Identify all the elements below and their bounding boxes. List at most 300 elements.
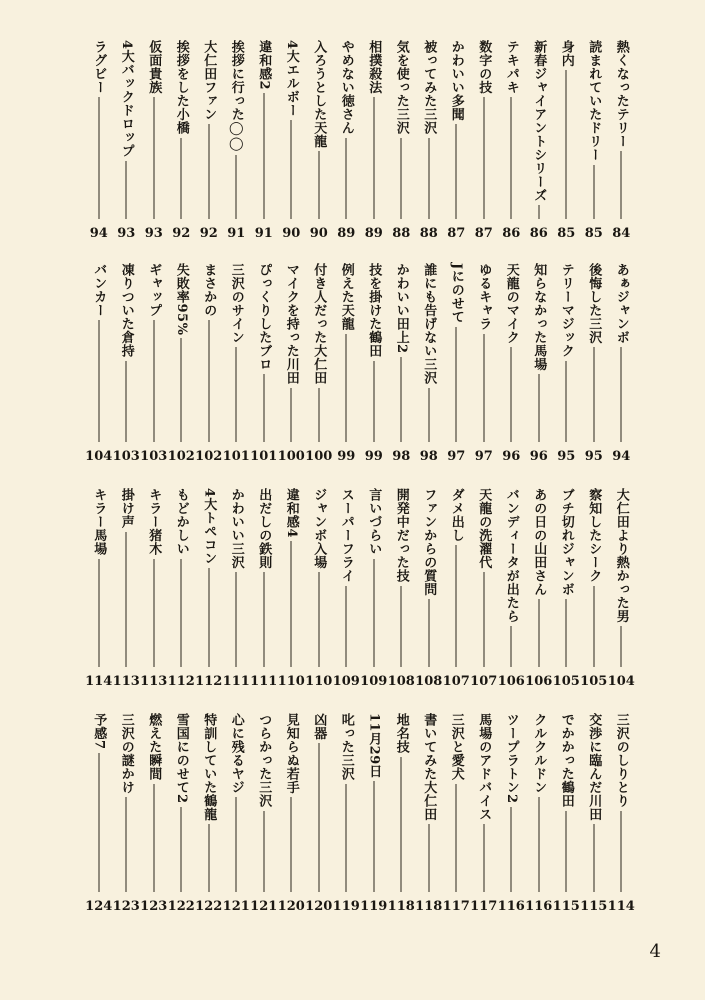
entry-title: 燃えた瞬間 xyxy=(146,713,162,781)
entry-page-number: 117 xyxy=(470,899,498,914)
toc-entry xyxy=(608,40,634,240)
entry-page-number: 110 xyxy=(305,674,333,689)
entry-page-number: 87 xyxy=(474,226,493,241)
leader-line xyxy=(126,797,127,892)
leader-line xyxy=(346,784,347,893)
entry-page-number: 120 xyxy=(305,899,333,914)
toc-entry xyxy=(608,713,634,913)
toc-entry xyxy=(581,488,607,688)
toc-entry xyxy=(498,488,524,688)
toc-entry xyxy=(141,713,167,913)
entry-page-number: 85 xyxy=(584,226,603,241)
leader-line xyxy=(538,374,539,442)
leader-line xyxy=(456,784,457,893)
toc-entry xyxy=(86,40,112,240)
entry-page-number: 105 xyxy=(580,674,608,689)
entry-page-number: 89 xyxy=(364,226,383,241)
toc-entry xyxy=(498,40,524,240)
entry-page-number: 122 xyxy=(167,899,195,914)
leader-line xyxy=(373,361,374,443)
leader-line xyxy=(153,97,154,219)
entry-title: 出だしの鉄則 xyxy=(256,488,272,569)
entry-page-number: 116 xyxy=(525,899,553,914)
toc-entry xyxy=(333,488,359,688)
leader-line xyxy=(181,807,182,892)
entry-title: 天龍の洗濯代 xyxy=(476,488,492,569)
toc-entry xyxy=(86,263,112,463)
toc-entry xyxy=(443,263,469,463)
entry-title: バンディータが出たら xyxy=(503,488,519,623)
toc-entry xyxy=(498,713,524,913)
leader-line xyxy=(153,559,154,668)
toc-entry xyxy=(251,713,277,913)
toc-entry xyxy=(306,713,332,913)
entry-title: 三沢と愛犬 xyxy=(448,713,464,781)
entry-title: クルクルドン xyxy=(531,713,547,794)
entry-title: スーパーフライ xyxy=(338,488,354,583)
toc-entry xyxy=(498,263,524,463)
leader-line xyxy=(373,781,374,892)
entry-page-number: 116 xyxy=(497,899,525,914)
entry-title: ラグビー xyxy=(91,40,107,94)
toc-entry xyxy=(196,40,222,240)
leader-line xyxy=(428,138,429,220)
toc-entry xyxy=(333,713,359,913)
toc-entry xyxy=(113,40,139,240)
entry-title: 4大トペコン xyxy=(201,488,217,566)
toc-entry xyxy=(471,488,497,688)
leader-line xyxy=(126,361,127,443)
leader-line xyxy=(566,361,567,443)
toc-entry xyxy=(168,263,194,463)
entry-title: ジャンボ入場 xyxy=(311,488,327,569)
entry-page-number: 105 xyxy=(552,674,580,689)
leader-line xyxy=(236,572,237,667)
leader-line xyxy=(483,824,484,892)
leader-line xyxy=(181,138,182,220)
leader-line xyxy=(621,626,622,667)
entry-page-number: 94 xyxy=(89,226,108,241)
entry-page-number: 104 xyxy=(85,449,113,464)
leader-line xyxy=(538,797,539,892)
leader-line xyxy=(98,559,99,668)
leader-line xyxy=(538,599,539,667)
entry-title: 数字の技 xyxy=(476,40,492,94)
entry-title: 交渉に臨んだ川田 xyxy=(586,713,602,821)
entry-title: 見知らぬ若手 xyxy=(283,713,299,794)
leader-line xyxy=(291,388,292,443)
toc-entry xyxy=(168,713,194,913)
leader-line xyxy=(401,757,402,893)
toc-entry xyxy=(581,263,607,463)
entry-page-number: 111 xyxy=(222,674,250,689)
entry-title: あの日の山田さん xyxy=(531,488,547,596)
entry-title: 挨拶に行った◯◯ xyxy=(228,40,244,152)
entry-title: 凍りついた倉持 xyxy=(118,263,134,358)
toc-entry xyxy=(306,263,332,463)
entry-page-number: 118 xyxy=(415,899,443,914)
entry-page-number: 102 xyxy=(195,449,223,464)
entry-title: 察知したシーク xyxy=(586,488,602,583)
entry-page-number: 90 xyxy=(309,226,328,241)
entry-title: 11月29日 xyxy=(366,713,382,779)
leader-line xyxy=(566,811,567,893)
entry-title: 被ってみた三沢 xyxy=(421,40,437,135)
toc-entry xyxy=(361,263,387,463)
entry-title: 凶器 xyxy=(311,713,327,740)
leader-line xyxy=(318,743,319,892)
entry-title: 雪国にのせて2 xyxy=(173,713,189,804)
leader-line xyxy=(621,151,622,219)
leader-line xyxy=(98,753,99,892)
entry-title: 三沢のサイン xyxy=(228,263,244,344)
entry-page-number: 101 xyxy=(222,449,250,464)
entry-title: 予感7 xyxy=(91,713,107,750)
entry-title: 特訓していた鶴龍 xyxy=(201,713,217,821)
entry-title: 開発中だった技 xyxy=(393,488,409,583)
entry-page-number: 119 xyxy=(360,899,388,914)
toc-entry xyxy=(306,40,332,240)
leader-line xyxy=(208,320,209,442)
leader-line xyxy=(373,97,374,219)
toc-entry xyxy=(388,40,414,240)
toc-entry xyxy=(223,713,249,913)
entry-page-number: 96 xyxy=(502,449,521,464)
toc-entry xyxy=(223,40,249,240)
entry-page-number: 101 xyxy=(250,449,278,464)
entry-title: つらかった三沢 xyxy=(256,713,272,808)
entry-title: 掛け声 xyxy=(118,488,134,529)
toc-entry xyxy=(416,713,442,913)
entry-title: ゆるキャラ xyxy=(476,263,492,331)
toc-entry xyxy=(168,40,194,240)
leader-line xyxy=(318,151,319,219)
entry-title: 違和感4 xyxy=(283,488,299,539)
entry-title: 馬場のアドバイス xyxy=(476,713,492,821)
entry-title: ツープラトン2 xyxy=(503,713,519,804)
entry-title: でかかった鶴田 xyxy=(558,713,574,808)
leader-line xyxy=(318,388,319,443)
toc-entry xyxy=(471,713,497,913)
leader-line xyxy=(593,165,594,220)
entry-title: まさかの xyxy=(201,263,217,317)
entry-page-number: 87 xyxy=(447,226,466,241)
entry-title: 違和感2 xyxy=(256,40,272,91)
entry-page-number: 124 xyxy=(85,899,113,914)
entry-title: キラー猪木 xyxy=(146,488,162,556)
leader-line xyxy=(593,586,594,668)
entry-title: あぁジャンボ xyxy=(613,263,629,344)
toc-entry xyxy=(278,488,304,688)
entry-page-number: 121 xyxy=(222,899,250,914)
toc-entry xyxy=(443,713,469,913)
toc-entry xyxy=(333,40,359,240)
toc-entry xyxy=(553,40,579,240)
toc-entry xyxy=(278,263,304,463)
entry-title: 心に残るヤジ xyxy=(228,713,244,794)
page-number: 4 xyxy=(649,941,661,962)
toc-entry xyxy=(553,488,579,688)
entry-page-number: 99 xyxy=(364,449,383,464)
entry-page-number: 96 xyxy=(529,449,548,464)
leader-line xyxy=(236,797,237,892)
toc-entry xyxy=(526,488,552,688)
entry-page-number: 107 xyxy=(442,674,470,689)
leader-line xyxy=(291,797,292,892)
entry-page-number: 113 xyxy=(140,674,168,689)
entry-page-number: 86 xyxy=(529,226,548,241)
leader-line xyxy=(236,155,237,219)
leader-line xyxy=(98,97,99,219)
toc-entry xyxy=(278,40,304,240)
leader-line xyxy=(456,327,457,442)
toc-entry xyxy=(251,488,277,688)
leader-line xyxy=(428,599,429,667)
leader-line xyxy=(153,784,154,893)
entry-page-number: 106 xyxy=(525,674,553,689)
entry-title: 挨拶をした小橋 xyxy=(173,40,189,135)
leader-line xyxy=(263,811,264,893)
toc-entry xyxy=(361,40,387,240)
entry-title: かわいい田上2 xyxy=(393,263,409,354)
leader-line xyxy=(511,347,512,442)
leader-line xyxy=(208,824,209,892)
toc-entry xyxy=(443,488,469,688)
toc-entry xyxy=(361,488,387,688)
toc-entry xyxy=(526,713,552,913)
leader-line xyxy=(208,568,209,667)
leader-line xyxy=(181,338,182,442)
entry-page-number: 103 xyxy=(140,449,168,464)
entry-page-number: 94 xyxy=(612,449,631,464)
toc-entry xyxy=(388,713,414,913)
entry-page-number: 119 xyxy=(332,899,360,914)
leader-line xyxy=(401,357,402,442)
entry-title: 熱くなったテリー xyxy=(613,40,629,148)
leader-line xyxy=(621,347,622,442)
entry-title: テリーマジック xyxy=(558,263,574,358)
leader-line xyxy=(263,93,264,219)
entry-title: 大仁田ファン xyxy=(201,40,217,121)
entry-title: 地名技 xyxy=(393,713,409,754)
leader-line xyxy=(483,572,484,667)
entry-page-number: 112 xyxy=(195,674,223,689)
toc-entry xyxy=(86,488,112,688)
entry-title: 4大エルボー xyxy=(283,40,299,118)
entry-page-number: 120 xyxy=(277,899,305,914)
entry-page-number: 95 xyxy=(584,449,603,464)
leader-line xyxy=(208,124,209,219)
toc-entry xyxy=(553,713,579,913)
toc-entry xyxy=(278,713,304,913)
entry-title: 入ろうとした天龍 xyxy=(311,40,327,148)
entry-page-number: 91 xyxy=(227,226,246,241)
leader-line xyxy=(428,824,429,892)
entry-page-number: 84 xyxy=(612,226,631,241)
leader-line xyxy=(263,374,264,442)
toc-entry xyxy=(526,263,552,463)
toc-entry xyxy=(141,488,167,688)
toc-entry xyxy=(113,713,139,913)
entry-page-number: 108 xyxy=(415,674,443,689)
entry-title: マイクを持った川田 xyxy=(283,263,299,385)
entry-title: 大仁田より熱かった男 xyxy=(613,488,629,623)
leader-line xyxy=(566,599,567,667)
entry-title: 新春ジャイアントシリーズ xyxy=(531,40,547,202)
leader-line xyxy=(263,572,264,667)
entry-title: もどかしい xyxy=(173,488,189,556)
leader-line xyxy=(511,626,512,667)
entry-page-number: 115 xyxy=(552,899,580,914)
leader-line xyxy=(456,124,457,219)
entry-page-number: 89 xyxy=(337,226,356,241)
toc-entry xyxy=(113,263,139,463)
leader-line xyxy=(98,320,99,442)
entry-page-number: 91 xyxy=(254,226,273,241)
entry-page-number: 98 xyxy=(392,449,411,464)
entry-page-number: 90 xyxy=(282,226,301,241)
entry-title: 読まれていたドリー xyxy=(586,40,602,162)
toc-entry xyxy=(608,488,634,688)
entry-page-number: 92 xyxy=(172,226,191,241)
entry-page-number: 99 xyxy=(337,449,356,464)
entry-title: 気を使った三沢 xyxy=(393,40,409,135)
entry-page-number: 106 xyxy=(497,674,525,689)
leader-line xyxy=(291,541,292,667)
leader-line xyxy=(538,205,539,219)
toc-entry xyxy=(251,40,277,240)
leader-line xyxy=(291,120,292,219)
leader-line xyxy=(236,347,237,442)
toc-entry xyxy=(443,40,469,240)
entry-title: 天龍のマイク xyxy=(503,263,519,344)
toc-entry xyxy=(416,40,442,240)
toc-entry xyxy=(223,488,249,688)
leader-line xyxy=(511,807,512,892)
entry-page-number: 103 xyxy=(112,449,140,464)
leader-line xyxy=(593,824,594,892)
entry-title: かわいい三沢 xyxy=(228,488,244,569)
entry-title: 技を掛けた鶴田 xyxy=(366,263,382,358)
entry-page-number: 111 xyxy=(250,674,278,689)
entry-page-number: 112 xyxy=(167,674,195,689)
leader-line xyxy=(373,559,374,668)
toc-entry xyxy=(416,263,442,463)
entry-title: 例えた天龍 xyxy=(338,263,354,331)
entry-page-number: 100 xyxy=(305,449,333,464)
entry-title: テキパキ xyxy=(503,40,519,94)
entry-title: 言いづらい xyxy=(366,488,382,556)
toc-entry xyxy=(581,40,607,240)
entry-title: 仮面貴族 xyxy=(146,40,162,94)
entry-page-number: 85 xyxy=(557,226,576,241)
toc-entry xyxy=(196,263,222,463)
toc-entry xyxy=(196,488,222,688)
entry-page-number: 110 xyxy=(277,674,305,689)
entry-page-number: 114 xyxy=(85,674,113,689)
entry-title: 書いてみた大仁田 xyxy=(421,713,437,821)
entry-page-number: 109 xyxy=(360,674,388,689)
toc-entry xyxy=(361,713,387,913)
leader-line xyxy=(428,388,429,443)
toc-entry xyxy=(251,263,277,463)
entry-title: キラー馬場 xyxy=(91,488,107,556)
entry-title: 後悔した三沢 xyxy=(586,263,602,344)
entry-page-number: 121 xyxy=(250,899,278,914)
leader-line xyxy=(566,70,567,219)
leader-line xyxy=(621,811,622,893)
entry-page-number: 114 xyxy=(607,899,635,914)
entry-title: 相撲殺法 xyxy=(366,40,382,94)
toc-entry xyxy=(86,713,112,913)
entry-title: ギャップ xyxy=(146,263,162,317)
entry-page-number: 97 xyxy=(447,449,466,464)
entry-page-number: 107 xyxy=(470,674,498,689)
entry-title: やめない徳さん xyxy=(338,40,354,135)
leader-line xyxy=(483,334,484,443)
entry-page-number: 102 xyxy=(167,449,195,464)
entry-page-number: 93 xyxy=(117,226,136,241)
entry-page-number: 115 xyxy=(580,899,608,914)
leader-line xyxy=(456,545,457,667)
entry-page-number: 93 xyxy=(144,226,163,241)
entry-title: 三沢のしりとり xyxy=(613,713,629,808)
entry-page-number: 113 xyxy=(112,674,140,689)
entry-page-number: 108 xyxy=(387,674,415,689)
toc-entry xyxy=(471,40,497,240)
entry-title: 叱った三沢 xyxy=(338,713,354,781)
entry-page-number: 109 xyxy=(332,674,360,689)
leader-line xyxy=(346,586,347,668)
entry-title: Jにのせて xyxy=(448,263,464,324)
leader-line xyxy=(153,320,154,442)
entry-title: 失敗率95% xyxy=(173,263,189,336)
toc-entry xyxy=(223,263,249,463)
leader-line xyxy=(401,586,402,668)
toc-entry xyxy=(471,263,497,463)
toc-entry xyxy=(141,40,167,240)
entry-page-number: 88 xyxy=(392,226,411,241)
entry-page-number: 123 xyxy=(112,899,140,914)
toc-entry xyxy=(608,263,634,463)
toc-entry xyxy=(141,263,167,463)
toc-entry xyxy=(388,263,414,463)
entry-page-number: 95 xyxy=(557,449,576,464)
leader-line xyxy=(511,97,512,219)
toc-entry xyxy=(196,713,222,913)
toc-entry xyxy=(388,488,414,688)
leader-line xyxy=(126,532,127,668)
entry-page-number: 98 xyxy=(419,449,438,464)
entry-title: ダメ出し xyxy=(448,488,464,542)
leader-line xyxy=(181,559,182,668)
leader-line xyxy=(346,334,347,443)
toc-entry xyxy=(526,40,552,240)
entry-title: ファンからの質問 xyxy=(421,488,437,596)
entry-title: 身内 xyxy=(558,40,574,67)
entry-title: ブチ切れジャンボ xyxy=(558,488,574,596)
entry-page-number: 92 xyxy=(199,226,218,241)
leader-line xyxy=(401,138,402,220)
entry-page-number: 97 xyxy=(474,449,493,464)
leader-line xyxy=(318,572,319,667)
entry-title: 誰にも告げない三沢 xyxy=(421,263,437,385)
entry-title: 4大バックドロップ xyxy=(118,40,134,158)
entry-title: バンカー xyxy=(91,263,107,317)
leader-line xyxy=(126,161,127,219)
entry-page-number: 122 xyxy=(195,899,223,914)
leader-line xyxy=(346,138,347,220)
